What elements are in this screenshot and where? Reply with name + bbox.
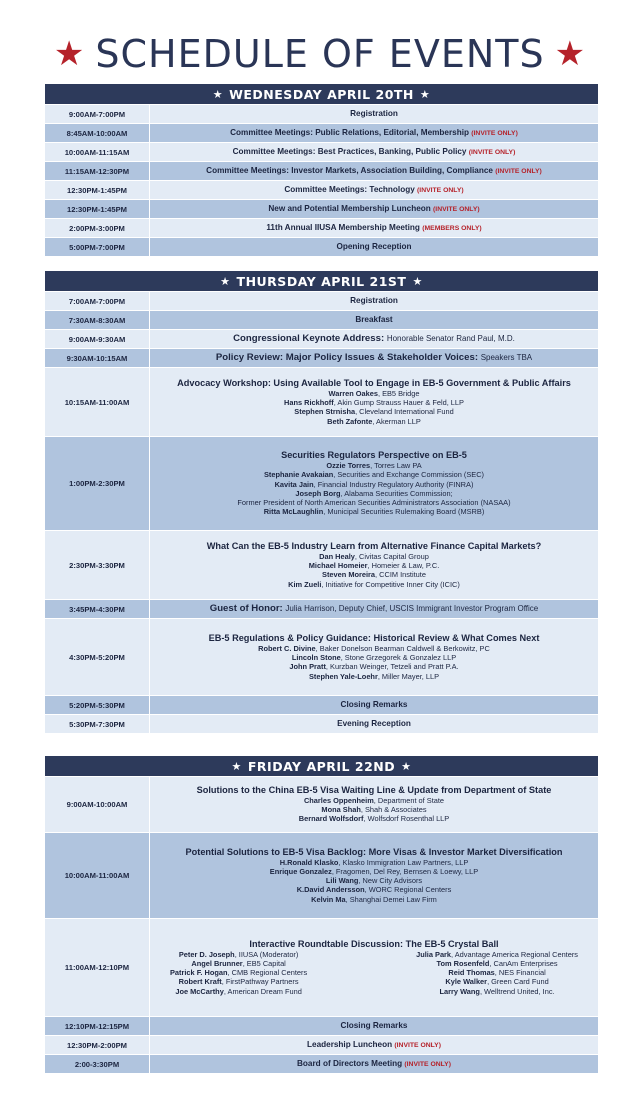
speaker [264, 470, 484, 479]
speaker [326, 461, 421, 470]
speaker-organization: , CCIM Institute [375, 570, 426, 580]
speaker-name: Larry Wang [439, 986, 480, 996]
event-title [336, 242, 411, 251]
event-cell [149, 368, 598, 436]
event-cell [149, 238, 598, 256]
event-cell [149, 200, 598, 218]
speaker-organization: , Baker Donelson Bearman Caldwell & Berkowitz, PC [315, 643, 490, 653]
speaker [179, 950, 299, 959]
schedule-row [45, 695, 598, 714]
speaker-organization: , Green Card Fund [487, 977, 549, 987]
speaker-name: Robert Kraft [178, 977, 222, 987]
event-title [197, 785, 552, 796]
speaker [280, 858, 469, 867]
speaker [295, 489, 452, 498]
time-slot: 8:45AM-10:00AM [45, 124, 149, 142]
schedule-row [45, 436, 598, 530]
schedule-row [45, 918, 598, 1016]
day-header [45, 756, 598, 776]
star-icon: ★ [212, 87, 224, 101]
time-slot: 3:45PM-4:30PM [45, 600, 149, 618]
speaker-name: Kavita Jain [274, 479, 314, 489]
event-title-text: Breakfast [355, 315, 393, 325]
event-cell [149, 181, 598, 199]
speaker [309, 561, 440, 570]
speaker [284, 398, 464, 407]
day-label: THURSDAY APRIL 21ST [236, 273, 407, 289]
day-wednesday [45, 84, 598, 256]
event-title [341, 1021, 408, 1030]
speaker-organization: , Cleveland International Fund [355, 407, 454, 417]
speaker-name: Beth Zafonte [327, 416, 373, 426]
day-friday [45, 756, 598, 1073]
schedule-row [45, 618, 598, 695]
event-cell [149, 919, 598, 1016]
speaker [448, 968, 545, 977]
speaker-name: Dan Healy [319, 551, 355, 561]
event-cell [149, 531, 598, 599]
access-note: (INVITE ONLY) [417, 187, 464, 195]
schedule-row [45, 832, 598, 918]
speaker-organization: , Homeier & Law, P.C. [367, 561, 440, 571]
access-note: (INVITE ONLY) [471, 130, 518, 138]
event-cell [149, 437, 598, 530]
schedule-row [45, 714, 598, 733]
speaker-name: Reid Thomas [448, 968, 495, 978]
event-cell [149, 833, 598, 918]
time-slot: 7:30AM-8:30AM [45, 311, 149, 329]
speaker [191, 959, 285, 968]
star-icon: ★ [401, 759, 412, 773]
schedule-row [45, 310, 598, 329]
speaker-name: Stephanie Avakaian [263, 470, 334, 480]
speaker-name: Ozzie Torres [326, 461, 371, 471]
speaker-organization: , Wolfsdorf Rosenthal LLP [363, 814, 450, 824]
schedule-row [45, 530, 598, 599]
event-title-text: Interactive Roundtable Discussion: The EB-5 Crystal Ball [249, 939, 499, 950]
event-title-text: Registration [350, 296, 398, 306]
speaker-organization: , Initiative for Competitive Inner City (ICIC) [321, 579, 460, 589]
time-slot: 5:30PM-7:30PM [45, 715, 149, 733]
event-title-text: Committee Meetings: Investor Markets, Association Building, Compliance [206, 166, 493, 176]
speaker-organization: , Securities and Exchange Commission (SEC) [333, 470, 485, 480]
star-icon: ★ [419, 87, 431, 101]
event-title [216, 352, 532, 363]
event-title [350, 296, 398, 305]
speaker-organization: , Stone Grzegorek & Gonzalez LLP [340, 653, 457, 663]
speaker-name: Peter D. Joseph [178, 949, 235, 959]
speaker-name: Enrique Gonzalez [269, 866, 332, 876]
event-title [210, 603, 539, 614]
schedule-row [45, 104, 598, 123]
event-cell [149, 292, 598, 310]
event-title [249, 939, 498, 950]
speaker-organization: , FirstPathway Partners [221, 977, 299, 987]
event-title-text: Committee Meetings: Technology [284, 185, 415, 195]
schedule-row [45, 1035, 598, 1054]
event-cell [149, 696, 598, 714]
event-title-text: Securities Regulators Perspective on EB-5 [281, 450, 467, 461]
event-title [281, 450, 467, 461]
event-title [177, 378, 571, 389]
access-note: (INVITE ONLY) [404, 1061, 451, 1069]
speaker-organization: , Alabama Securities Commission; [340, 488, 453, 498]
speaker-name: Julia Park [416, 949, 452, 959]
speaker-name: Robert C. Divine [258, 643, 316, 653]
speaker-columns [154, 950, 594, 996]
day-label: WEDNESDAY APRIL 20TH [229, 86, 414, 102]
speaker [309, 672, 439, 681]
time-slot: 9:00AM-7:00PM [45, 105, 149, 123]
page-title-text: SCHEDULE OF EVENTS [95, 32, 545, 76]
event-cell [149, 1036, 598, 1054]
event-title-text: 11th Annual IIUSA Membership Meeting [266, 223, 420, 233]
event-title-text: Potential Solutions to EB-5 Visa Backlog: More Visas & Investor Market Diversification [185, 847, 563, 858]
day-header [45, 271, 598, 291]
speaker-organization: , Municipal Securities Rulemaking Board (MSRB) [323, 507, 485, 517]
event-title-text: Registration [350, 109, 398, 119]
speaker-organization: , Department of State [373, 795, 445, 805]
event-subtitle: Speakers TBA [480, 353, 533, 363]
schedule-row [45, 237, 598, 256]
speaker [258, 644, 490, 653]
speaker [329, 389, 420, 398]
speaker-organization: , EB5 Capital [242, 958, 286, 968]
event-title [337, 719, 411, 728]
time-slot: 9:00AM-9:30AM [45, 330, 149, 348]
event-title-text: Policy Review: Major Policy Issues & Stakeholder Voices: [215, 352, 479, 364]
speaker [321, 805, 426, 814]
speaker-organization: , Shah & Associates [360, 805, 427, 815]
speaker [440, 987, 555, 996]
event-title [297, 1059, 451, 1069]
event-title-text: Board of Directors Meeting [297, 1059, 403, 1069]
speaker-organization: , IIUSA (Moderator) [234, 949, 299, 959]
star-icon: ★ [554, 34, 587, 74]
schedule-row [45, 291, 598, 310]
event-title-text: Advocacy Workshop: Using Available Tool to Engage in EB-5 Government & Public Affairs [177, 378, 571, 389]
event-title-text: EB-5 Regulations & Policy Guidance: Historical Review & What Comes Next [208, 633, 540, 644]
event-title-text: Leadership Luncheon [307, 1040, 393, 1050]
speaker-organization: , NES Financial [494, 968, 546, 978]
speaker-organization: , Torres Law PA [370, 461, 422, 471]
event-title [230, 128, 518, 138]
schedule-row [45, 1054, 598, 1073]
speaker [327, 417, 421, 426]
speaker-organization: , Welltrend United, Inc. [479, 986, 555, 996]
schedule-row [45, 199, 598, 218]
speaker [275, 480, 474, 489]
speaker-organization: , Shanghai Demei Law Firm [345, 894, 437, 904]
speaker-name: Stephen Yale-Loehr [308, 671, 378, 681]
schedule-row [45, 599, 598, 618]
event-cell [149, 619, 598, 695]
time-slot: 12:30PM-2:00PM [45, 1036, 149, 1054]
event-title [209, 633, 540, 644]
speaker-organization: , CMB Regional Centers [227, 968, 308, 978]
speaker-name: Patrick F. Hogan [170, 968, 228, 978]
time-slot: 5:00PM-7:00PM [45, 238, 149, 256]
speaker-name: Kelvin Ma [311, 894, 346, 904]
star-icon: ★ [220, 274, 231, 288]
event-cell [149, 600, 598, 618]
speaker-name: Bernard Wolfsdorf [298, 814, 364, 824]
event-title [186, 847, 563, 858]
event-subtitle: Honorable Senator Rand Paul, M.D. [386, 334, 515, 344]
event-cell [149, 1017, 598, 1035]
time-slot: 4:30PM-5:20PM [45, 619, 149, 695]
speaker [289, 662, 458, 671]
day-label: FRIDAY APRIL 22ND [247, 758, 396, 774]
speaker-name: Lincoln Stone [291, 653, 341, 663]
event-title-text: New and Potential Membership Luncheon [268, 204, 431, 214]
speaker-name: H.Ronald Klasko [279, 857, 339, 867]
time-slot: 10:00AM-11:00AM [45, 833, 149, 918]
speaker [288, 580, 460, 589]
event-cell [149, 330, 598, 348]
speaker-organization: , Financial Industry Regulatory Authority (FINRA) [313, 479, 474, 489]
speaker-organization: , Advantage America Regional Centers [451, 949, 578, 959]
event-title-text: Committee Meetings: Public Relations, Editorial, Membership [230, 128, 469, 138]
event-title-text: Congressional Keynote Address: [233, 333, 385, 345]
event-title [284, 185, 463, 195]
speaker [294, 407, 453, 416]
time-slot: 7:00AM-7:00PM [45, 292, 149, 310]
event-title-text: What Can the EB-5 Industry Learn from Alternative Finance Capital Markets? [206, 541, 542, 552]
event-title [341, 700, 408, 709]
speaker-organization: , New City Advisors [358, 876, 423, 886]
speaker-name: Michael Homeier [308, 561, 368, 571]
time-slot: 9:30AM-10:15AM [45, 349, 149, 367]
speaker-organization: , WORC Regional Centers [364, 885, 452, 895]
access-note: (INVITE ONLY) [495, 168, 542, 176]
speaker [237, 498, 510, 507]
speaker-organization: , Akerman LLP [372, 416, 421, 426]
time-slot: 1:00PM-2:30PM [45, 437, 149, 530]
speaker-name: Angel Brunner [191, 958, 243, 968]
speaker-name: Kyle Walker [445, 977, 488, 987]
speaker-name: K.David Andersson [296, 885, 365, 895]
star-icon: ★ [231, 759, 242, 773]
speaker-organization: , Akin Gump Strauss Hauer & Feld, LLP [333, 398, 464, 408]
schedule-row [45, 180, 598, 199]
page-title [0, 28, 640, 80]
time-slot: 12:10PM-12:15PM [45, 1017, 149, 1035]
speaker [299, 814, 449, 823]
schedule-row [45, 161, 598, 180]
time-slot: 9:00AM-10:00AM [45, 777, 149, 832]
speaker-name: Charles Oppenheim [303, 795, 374, 805]
event-title [307, 1040, 441, 1050]
time-slot: 5:20PM-5:30PM [45, 696, 149, 714]
speaker-column-right [416, 950, 578, 996]
schedule-row [45, 367, 598, 436]
speaker-organization: , Civitas Capital Group [354, 551, 429, 561]
star-icon: ★ [412, 274, 423, 288]
schedule-row [45, 123, 598, 142]
speaker-name: Joe McCarthy [175, 986, 224, 996]
speaker-name: Stephen Strnisha [294, 407, 356, 417]
speaker [175, 987, 302, 996]
event-title [233, 333, 515, 344]
speaker-name: Steven Moreira [322, 570, 376, 580]
schedule-row [45, 776, 598, 832]
time-slot: 2:30PM-3:30PM [45, 531, 149, 599]
speaker [445, 977, 548, 986]
speaker [416, 950, 578, 959]
speaker-name: Kim Zueli [288, 579, 322, 589]
schedule-row [45, 142, 598, 161]
speaker-organization: , EB5 Bridge [377, 388, 420, 398]
time-slot: 12:30PM-1:45PM [45, 200, 149, 218]
speaker [270, 867, 478, 876]
speaker-organization: , Miller Mayer, LLP [377, 671, 440, 681]
event-cell [149, 715, 598, 733]
event-title [355, 315, 392, 324]
event-cell [149, 124, 598, 142]
time-slot: 10:15AM-11:00AM [45, 368, 149, 436]
speaker-organization: Former President of North American Securities Administrators Association (NASAA) [237, 498, 511, 508]
day-header [45, 84, 598, 104]
event-title [206, 166, 542, 176]
speaker [437, 959, 558, 968]
speaker [311, 895, 437, 904]
event-title-text: Opening Reception [336, 242, 412, 252]
event-subtitle: Julia Harrison, Deputy Chief, USCIS Immigrant Investor Program Office [285, 604, 539, 614]
event-title-text: Closing Remarks [340, 700, 408, 710]
speaker-name: Warren Oakes [328, 388, 378, 398]
speaker [170, 968, 307, 977]
event-cell [149, 311, 598, 329]
speaker [292, 653, 456, 662]
speaker-organization: , American Dream Fund [223, 986, 302, 996]
time-slot: 10:00AM-11:15AM [45, 143, 149, 161]
time-slot: 12:30PM-1:45PM [45, 181, 149, 199]
event-cell [149, 105, 598, 123]
event-cell [149, 1055, 598, 1073]
speaker-name: John Pratt [289, 662, 326, 672]
event-cell [149, 162, 598, 180]
speaker [179, 977, 299, 986]
schedule-row [45, 218, 598, 237]
event-title-text: Guest of Honor: [209, 603, 283, 615]
star-icon: ★ [53, 34, 86, 74]
time-slot: 2:00-3:30PM [45, 1055, 149, 1073]
time-slot: 11:00AM-12:10PM [45, 919, 149, 1016]
time-slot: 2:00PM-3:00PM [45, 219, 149, 237]
access-note: (INVITE ONLY) [394, 1042, 441, 1050]
access-note: (INVITE ONLY) [433, 206, 480, 214]
speaker [264, 507, 485, 516]
speaker [326, 876, 422, 885]
event-title [350, 109, 398, 118]
event-title-text: Closing Remarks [340, 1021, 408, 1031]
speaker [297, 885, 452, 894]
speaker [304, 796, 444, 805]
speaker [322, 570, 426, 579]
event-title [233, 147, 516, 157]
speaker-name: Tom Rosenfeld [436, 958, 490, 968]
speaker-organization: , Kurzban Weinger, Tetzeli and Pratt P.A. [325, 662, 459, 672]
event-title-text: Evening Reception [337, 719, 411, 729]
event-cell [149, 143, 598, 161]
speaker-column-left [170, 950, 307, 996]
speaker-organization: , Fragomen, Del Rey, Bernsen & Loewy, LLP [331, 866, 479, 876]
schedule-row [45, 348, 598, 367]
event-title [268, 204, 479, 214]
event-title-text: Committee Meetings: Best Practices, Banking, Public Policy [232, 147, 467, 157]
speaker-name: Mona Shah [321, 805, 361, 815]
speaker-organization: , CanAm Enterprises [489, 958, 558, 968]
speaker-organization: , Klasko Immigration Law Partners, LLP [338, 857, 469, 867]
day-thursday [45, 271, 598, 733]
event-title-text: Solutions to the China EB-5 Visa Waiting Line & Update from Department of State [196, 785, 552, 796]
schedule-row [45, 329, 598, 348]
event-cell [149, 219, 598, 237]
speaker [319, 552, 429, 561]
speaker-name: Ritta McLaughlin [263, 507, 324, 517]
event-title [266, 223, 481, 233]
schedule-row [45, 1016, 598, 1035]
access-note: (MEMBERS ONLY) [422, 225, 482, 233]
speaker-name: Hans Rickhoff [284, 398, 334, 408]
event-cell [149, 349, 598, 367]
time-slot: 11:15AM-12:30PM [45, 162, 149, 180]
event-title [207, 541, 542, 552]
speaker-name: Lili Wang [325, 876, 359, 886]
speaker-name: Joseph Borg [295, 488, 341, 498]
event-cell [149, 777, 598, 832]
access-note: (INVITE ONLY) [468, 149, 516, 157]
